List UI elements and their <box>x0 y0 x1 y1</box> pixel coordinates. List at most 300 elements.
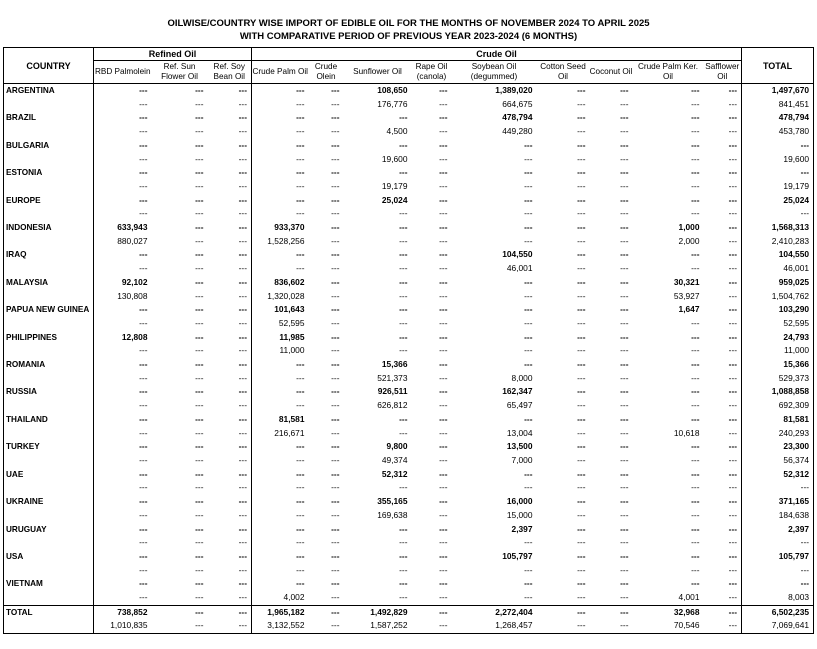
table-row <box>4 331 814 345</box>
data-cell: --- <box>620 98 629 109</box>
data-cell: --- <box>728 592 738 603</box>
data-cell: --- <box>728 180 738 191</box>
row-total-cell: 841,451 <box>742 98 814 112</box>
row-total-cell: 15,366 <box>742 358 814 372</box>
data-cell: --- <box>728 167 738 178</box>
data-cell: --- <box>691 386 700 397</box>
table-row <box>4 180 814 194</box>
data-cell: 1,492,829 <box>344 605 412 619</box>
data-cell: --- <box>399 592 408 603</box>
data-cell: 449,280 <box>502 126 533 137</box>
data-cell: --- <box>439 180 448 191</box>
data-cell: 108,650 <box>377 85 408 95</box>
total-header: TOTAL <box>742 48 814 84</box>
data-cell: --- <box>620 345 629 356</box>
data-cell: --- <box>195 249 204 260</box>
data-cell: --- <box>439 509 448 520</box>
data-cell: --- <box>399 537 408 548</box>
data-cell: --- <box>195 496 204 507</box>
data-cell: --- <box>577 523 586 534</box>
data-cell: 4,002 <box>283 592 305 603</box>
data-cell: --- <box>195 85 204 95</box>
row-total-cell: --- <box>742 577 814 591</box>
country-name: INDONESIA <box>4 221 94 235</box>
data-cell: --- <box>524 290 533 301</box>
data-cell: --- <box>620 222 629 233</box>
data-cell: 664,675 <box>502 98 533 109</box>
data-cell: --- <box>728 304 738 315</box>
data-cell: 7,000 <box>511 454 533 465</box>
data-cell: --- <box>577 454 586 465</box>
data-cell: --- <box>577 427 586 438</box>
data-cell: 46,001 <box>506 263 533 274</box>
data-cell: --- <box>399 317 408 328</box>
data-cell: --- <box>728 85 738 95</box>
table-row <box>4 399 814 413</box>
row-total-cell: 11,000 <box>742 344 814 358</box>
data-cell: --- <box>728 482 738 493</box>
row-total-cell: 453,780 <box>742 125 814 139</box>
data-cell: --- <box>620 126 629 137</box>
data-cell: --- <box>399 139 408 150</box>
data-cell: 30,321 <box>673 276 700 287</box>
data-cell: --- <box>728 496 738 507</box>
data-cell: --- <box>195 537 204 548</box>
country-name: URUGUAY <box>4 523 94 537</box>
data-cell: --- <box>620 208 629 219</box>
data-cell: --- <box>439 153 448 164</box>
data-cell: --- <box>296 578 305 589</box>
data-cell: --- <box>577 222 586 233</box>
data-cell: --- <box>331 194 340 205</box>
data-cell: --- <box>728 276 738 287</box>
data-cell: --- <box>439 372 448 383</box>
country-name: MALAYSIA <box>4 276 94 290</box>
row-total-cell: 52,312 <box>742 468 814 482</box>
data-cell: --- <box>195 523 204 534</box>
data-cell: --- <box>331 496 340 507</box>
data-cell: --- <box>296 537 305 548</box>
data-cell: 65,497 <box>506 400 533 411</box>
row-total-cell: 1,504,762 <box>742 290 814 304</box>
row-total-cell: 2,410,283 <box>742 235 814 249</box>
data-cell: --- <box>620 372 629 383</box>
data-cell: --- <box>728 386 738 397</box>
data-cell: --- <box>331 413 340 424</box>
data-cell: --- <box>620 276 629 287</box>
data-cell: --- <box>195 386 204 397</box>
data-cell: --- <box>728 359 738 370</box>
data-cell: --- <box>195 194 204 205</box>
data-cell: --- <box>139 85 148 95</box>
data-cell: --- <box>577 180 586 191</box>
data-cell: --- <box>524 194 533 205</box>
data-cell: --- <box>439 126 448 137</box>
data-cell: --- <box>195 578 204 589</box>
data-cell: --- <box>331 345 340 356</box>
data-cell: --- <box>296 194 305 205</box>
data-cell: --- <box>331 523 340 534</box>
data-cell: --- <box>296 85 305 95</box>
data-cell: --- <box>208 509 252 523</box>
table-row <box>4 221 814 235</box>
data-cell: --- <box>728 139 738 150</box>
data-cell: --- <box>577 482 586 493</box>
data-cell: --- <box>620 317 629 328</box>
row-total-cell: 529,373 <box>742 372 814 386</box>
country-name: BRAZIL <box>4 111 94 125</box>
data-cell: --- <box>691 482 700 493</box>
data-cell: --- <box>399 523 408 534</box>
report-title-line2: WITH COMPARATIVE PERIOD OF PREVIOUS YEAR 2023-2024 (6 MONTHS) <box>239 31 578 42</box>
data-cell: --- <box>728 400 738 411</box>
country-name: EUROPE <box>4 194 94 208</box>
table-row <box>4 440 814 454</box>
data-cell: --- <box>195 208 204 219</box>
data-cell: --- <box>620 592 629 603</box>
data-cell: --- <box>399 276 408 287</box>
data-cell: --- <box>439 194 448 205</box>
data-cell: --- <box>296 139 305 150</box>
data-cell: --- <box>399 578 408 589</box>
data-cell: --- <box>208 495 252 509</box>
data-cell: --- <box>577 290 586 301</box>
data-cell: --- <box>139 413 148 424</box>
table-row <box>4 372 814 386</box>
data-cell: --- <box>524 592 533 603</box>
table-row <box>4 495 814 509</box>
data-cell: --- <box>208 427 252 441</box>
data-cell: --- <box>331 441 340 452</box>
data-cell: --- <box>296 180 305 191</box>
data-cell: --- <box>704 619 742 633</box>
country-name: VIETNAM <box>4 577 94 591</box>
data-cell: --- <box>139 153 148 164</box>
data-cell: --- <box>208 303 252 317</box>
data-cell: --- <box>331 592 340 603</box>
data-cell: --- <box>139 537 148 548</box>
data-cell: --- <box>412 605 452 619</box>
data-cell: 49,374 <box>381 454 408 465</box>
data-cell: --- <box>691 372 700 383</box>
data-cell: --- <box>577 98 586 109</box>
data-cell: --- <box>439 317 448 328</box>
data-cell: --- <box>208 468 252 482</box>
data-cell: --- <box>620 112 629 123</box>
data-cell: --- <box>691 578 700 589</box>
data-cell: --- <box>399 290 408 301</box>
data-cell: --- <box>208 454 252 468</box>
data-cell: --- <box>620 496 629 507</box>
data-cell: 1,647 <box>678 304 700 315</box>
row-total-cell: 81,581 <box>742 413 814 427</box>
data-cell: --- <box>399 564 408 575</box>
data-cell: 1,389,020 <box>495 85 533 95</box>
data-cell: --- <box>620 249 629 260</box>
country-name-blank <box>4 317 94 331</box>
col-header-rbd-palmolein: RBD Palmolein <box>94 61 152 84</box>
data-cell: --- <box>296 153 305 164</box>
data-cell: --- <box>439 276 448 287</box>
data-cell: --- <box>577 386 586 397</box>
data-cell: --- <box>195 564 204 575</box>
data-cell: 1,000 <box>678 222 700 233</box>
data-cell: --- <box>691 359 700 370</box>
data-cell: --- <box>208 262 252 276</box>
data-cell: 1,587,252 <box>344 619 412 633</box>
table-row <box>4 413 814 427</box>
row-total-cell: --- <box>742 481 814 495</box>
data-cell: --- <box>208 619 252 633</box>
data-cell: --- <box>208 248 252 262</box>
row-total-cell: 478,794 <box>742 111 814 125</box>
data-cell: --- <box>195 126 204 137</box>
data-cell: --- <box>691 564 700 575</box>
col-header-crude-olein: Crude Olein <box>309 61 344 84</box>
data-cell: --- <box>208 399 252 413</box>
country-name-blank <box>4 125 94 139</box>
data-cell: --- <box>620 468 629 479</box>
data-cell: --- <box>691 249 700 260</box>
table-row <box>4 153 814 167</box>
data-cell: --- <box>728 317 738 328</box>
col-header-coconut: Coconut Oil <box>590 61 633 84</box>
report-title-line1: OILWISE/COUNTRY WISE IMPORT OF EDIBLE OIL FOR THE MONTHS OF NOVEMBER 2024 TO APRIL 2025 <box>167 18 650 29</box>
data-cell: 25,024 <box>381 194 408 205</box>
data-cell: --- <box>691 139 700 150</box>
data-cell: --- <box>139 372 148 383</box>
table-row <box>4 207 814 221</box>
data-cell: --- <box>331 249 340 260</box>
data-cell: --- <box>524 331 533 342</box>
data-cell: --- <box>399 249 408 260</box>
table-row <box>4 111 814 125</box>
data-cell: 13,500 <box>506 441 533 452</box>
data-cell: --- <box>691 263 700 274</box>
country-name-blank <box>4 454 94 468</box>
data-cell: --- <box>620 441 629 452</box>
data-cell: --- <box>139 263 148 274</box>
data-cell: --- <box>195 331 204 342</box>
data-cell: --- <box>524 537 533 548</box>
data-cell: 880,027 <box>117 235 148 246</box>
country-name: BULGARIA <box>4 139 94 153</box>
data-cell: --- <box>691 345 700 356</box>
data-cell: --- <box>152 605 208 619</box>
country-name: USA <box>4 550 94 564</box>
data-cell: 15,366 <box>381 359 408 370</box>
data-cell: --- <box>208 235 252 249</box>
data-cell: --- <box>439 222 448 233</box>
data-cell: --- <box>195 441 204 452</box>
data-cell: --- <box>139 112 148 123</box>
data-cell: 1,268,457 <box>452 619 537 633</box>
data-cell: --- <box>704 605 742 619</box>
table-row <box>4 358 814 372</box>
row-total-cell: 104,550 <box>742 248 814 262</box>
data-cell: --- <box>331 509 340 520</box>
data-cell: --- <box>331 359 340 370</box>
data-cell: --- <box>439 290 448 301</box>
data-cell: --- <box>399 304 408 315</box>
country-name-blank <box>4 591 94 605</box>
data-cell: --- <box>208 372 252 386</box>
data-cell: --- <box>152 619 208 633</box>
table-row <box>4 235 814 249</box>
country-name: ARGENTINA <box>4 84 94 98</box>
country-name-blank <box>4 481 94 495</box>
data-cell: --- <box>524 317 533 328</box>
data-cell: --- <box>208 276 252 290</box>
country-name-blank <box>4 180 94 194</box>
data-cell: --- <box>331 263 340 274</box>
data-cell: 1,528,256 <box>267 235 305 246</box>
data-cell: --- <box>577 167 586 178</box>
data-cell: --- <box>208 564 252 578</box>
data-cell: --- <box>577 359 586 370</box>
table-row <box>4 468 814 482</box>
table-row <box>4 166 814 180</box>
data-cell: --- <box>728 523 738 534</box>
data-cell: --- <box>524 235 533 246</box>
data-cell: --- <box>620 537 629 548</box>
data-cell: --- <box>399 263 408 274</box>
data-cell: 52,595 <box>278 317 305 328</box>
data-cell: --- <box>439 564 448 575</box>
crude-oil-group-header: Crude Oil <box>252 48 742 61</box>
data-cell: --- <box>195 345 204 356</box>
col-header-ref-soybean: Ref. Soy Bean Oil <box>208 61 252 84</box>
data-cell: --- <box>296 564 305 575</box>
data-cell: --- <box>620 454 629 465</box>
data-cell: --- <box>208 413 252 427</box>
data-cell: --- <box>195 427 204 438</box>
table-row <box>4 536 814 550</box>
data-cell: --- <box>296 386 305 397</box>
data-cell: --- <box>208 440 252 454</box>
data-cell: --- <box>620 550 629 561</box>
country-name-blank <box>4 619 94 633</box>
data-cell: --- <box>195 317 204 328</box>
data-cell: --- <box>195 235 204 246</box>
data-cell: --- <box>208 358 252 372</box>
data-cell: --- <box>309 619 344 633</box>
country-name: UAE <box>4 468 94 482</box>
data-cell: --- <box>296 126 305 137</box>
data-cell: --- <box>728 126 738 137</box>
data-cell: --- <box>331 400 340 411</box>
data-cell: --- <box>309 605 344 619</box>
row-total-cell: 23,300 <box>742 440 814 454</box>
data-cell: --- <box>139 180 148 191</box>
data-cell: --- <box>439 85 448 95</box>
table-row <box>4 550 814 564</box>
data-cell: --- <box>412 619 452 633</box>
data-cell: --- <box>208 180 252 194</box>
data-cell: --- <box>195 153 204 164</box>
data-cell: --- <box>208 605 252 619</box>
data-cell: --- <box>439 167 448 178</box>
data-cell: --- <box>439 578 448 589</box>
table-row <box>4 276 814 290</box>
data-cell: --- <box>577 441 586 452</box>
data-cell: --- <box>331 454 340 465</box>
data-cell: --- <box>331 537 340 548</box>
data-cell: --- <box>439 441 448 452</box>
data-cell: --- <box>728 208 738 219</box>
data-cell: 478,794 <box>502 112 533 123</box>
country-name-blank <box>4 427 94 441</box>
data-cell: --- <box>139 359 148 370</box>
data-cell: 13,004 <box>506 427 533 438</box>
data-cell: --- <box>296 98 305 109</box>
data-cell: --- <box>195 372 204 383</box>
data-cell: --- <box>577 537 586 548</box>
import-table <box>3 47 814 634</box>
data-cell: --- <box>296 372 305 383</box>
data-cell: --- <box>195 304 204 315</box>
data-cell: --- <box>524 345 533 356</box>
data-cell: 933,370 <box>274 222 305 233</box>
data-cell: --- <box>208 98 252 112</box>
data-cell: --- <box>728 537 738 548</box>
data-cell: 4,500 <box>386 126 408 137</box>
data-cell: --- <box>208 166 252 180</box>
data-cell: --- <box>195 592 204 603</box>
data-cell: --- <box>577 208 586 219</box>
data-cell: --- <box>331 208 340 219</box>
data-cell: --- <box>399 482 408 493</box>
data-cell: --- <box>691 550 700 561</box>
data-cell: --- <box>195 263 204 274</box>
data-cell: --- <box>577 550 586 561</box>
data-cell: --- <box>728 263 738 274</box>
data-cell: --- <box>577 235 586 246</box>
data-cell: --- <box>195 290 204 301</box>
country-name-blank <box>4 536 94 550</box>
data-cell: --- <box>139 249 148 260</box>
data-cell: --- <box>620 400 629 411</box>
data-cell: 3,132,552 <box>252 619 309 633</box>
country-name-blank <box>4 372 94 386</box>
data-cell: 11,000 <box>279 345 305 356</box>
data-cell: 521,373 <box>377 372 408 383</box>
data-cell: --- <box>691 400 700 411</box>
data-cell: --- <box>439 331 448 342</box>
data-cell: --- <box>524 304 533 315</box>
data-cell: --- <box>331 167 340 178</box>
table-row <box>4 248 814 262</box>
data-cell: --- <box>331 112 340 123</box>
data-cell: --- <box>577 194 586 205</box>
data-cell: 16,000 <box>506 496 533 507</box>
country-name: PAPUA NEW GUINEA <box>4 303 94 317</box>
country-name: IRAQ <box>4 248 94 262</box>
country-name: PHILIPPINES <box>4 331 94 345</box>
data-cell: --- <box>208 577 252 591</box>
row-total-cell: 24,793 <box>742 331 814 345</box>
data-cell: --- <box>208 153 252 167</box>
country-name: UKRAINE <box>4 495 94 509</box>
data-cell: 105,797 <box>502 550 533 561</box>
data-cell: --- <box>296 454 305 465</box>
data-cell: --- <box>399 167 408 178</box>
data-cell: 2,000 <box>678 235 700 246</box>
row-total-cell: 2,397 <box>742 523 814 537</box>
country-name-blank <box>4 98 94 112</box>
data-cell: --- <box>399 413 408 424</box>
country-name: RUSSIA <box>4 385 94 399</box>
